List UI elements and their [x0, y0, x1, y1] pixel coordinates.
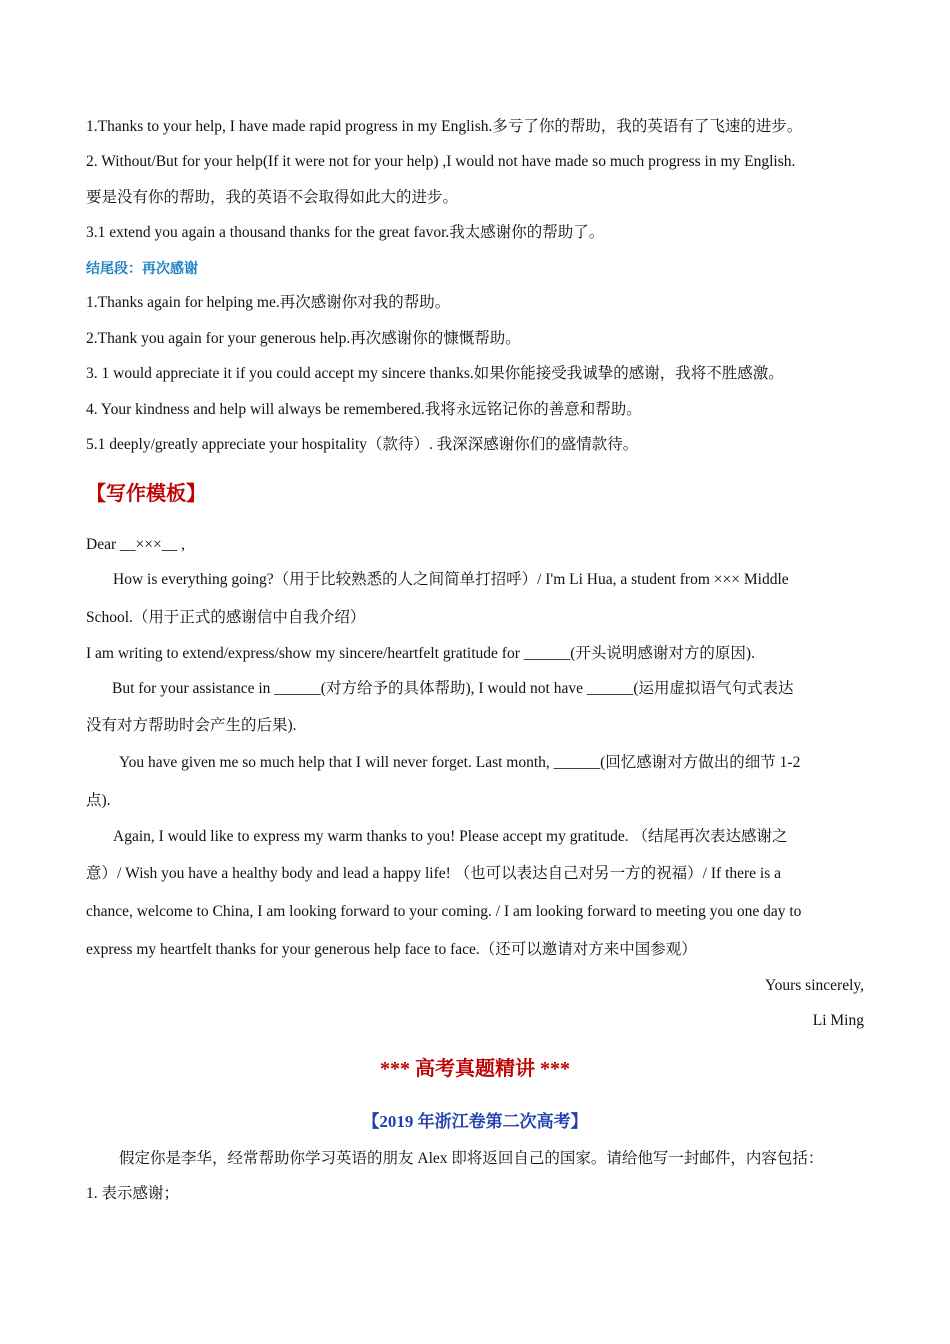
template-p4-line1: You have given me so much help that I will never forget. Last month, ______(回忆感谢对方做出的细节 1-2 [119, 754, 801, 771]
exam-prompt: 假定你是李华，经常帮助你学习英语的朋友 Alex 即将返回自己的国家。请给他写一封邮件，内容包括： [119, 1150, 824, 1167]
exam-section-title: *** 高考真题精讲 *** [380, 1058, 570, 1080]
template-p5-line3: chance, welcome to China, I am looking forward to your coming. / I am looking forward to meeting you one day to [86, 903, 802, 920]
template-p3-line2: 没有对方帮助时会产生的后果). [86, 717, 297, 734]
exam-point-1: 1. 表示感谢； [86, 1185, 180, 1202]
line-top-2: 2. Without/But for your help(If it were not for your help) ,I would not have made so much progress in my English. [86, 153, 796, 170]
exam-subtitle: 【2019 年浙江卷第二次高考】 [362, 1112, 588, 1131]
template-p1-line2: School.（用于正式的感谢信中自我介绍） [86, 609, 366, 626]
template-title: 【写作模板】 [86, 483, 206, 505]
template-p1-line1: How is everything going?（用于比较熟悉的人之间简单打招呼）/ I'm Li Hua, a student from ××× Middle [113, 571, 789, 588]
closing-heading: 结尾段：再次感谢 [86, 261, 198, 277]
template-p5-line1: Again, I would like to express my warm thanks to you! Please accept my gratitude. （结尾再次表达感谢之 [113, 828, 788, 845]
template-p2: I am writing to extend/express/show my sincere/heartfelt gratitude for ______(开头说明感谢对方的原因). [86, 645, 755, 662]
line-top-1: 1.Thanks to your help, I have made rapid progress in my English.多亏了你的帮助，我的英语有了飞速的进步。 [86, 118, 803, 135]
closing-line-1: 1.Thanks again for helping me.再次感谢你对我的帮助。 [86, 294, 451, 311]
template-closing: Yours sincerely, [764, 977, 864, 994]
template-greeting: Dear __×××__ , [86, 536, 185, 553]
line-top-3: 要是没有你的帮助，我的英语不会取得如此大的进步。 [86, 189, 459, 206]
line-top-4: 3.1 extend you again a thousand thanks for the great favor.我太感谢你的帮助了。 [86, 224, 605, 241]
template-signature: Li Ming [812, 1012, 864, 1029]
template-p5-line2: 意）/ Wish you have a healthy body and lead a happy life! （也可以表达自己对另一方的祝福）/ If there is a [86, 865, 782, 882]
closing-line-4: 4. Your kindness and help will always be remembered.我将永远铭记你的善意和帮助。 [86, 401, 642, 418]
template-p3-line1: But for your assistance in ______(对方给予的具体帮助), I would not have ______(运用虚拟语气句式表达 [112, 680, 794, 697]
closing-line-2: 2.Thank you again for your generous help.再次感谢你的慷慨帮助。 [86, 330, 521, 347]
closing-line-3: 3. 1 would appreciate it if you could accept my sincere thanks.如果你能接受我诚挚的感谢，我将不胜感激。 [86, 365, 784, 382]
closing-line-5: 5.1 deeply/greatly appreciate your hospitality（款待）. 我深深感谢你们的盛情款待。 [86, 436, 639, 453]
template-p4-line2: 点). [86, 792, 111, 809]
template-p5-line4: express my heartfelt thanks for your generous help face to face.（还可以邀请对方来中国参观） [86, 941, 697, 958]
